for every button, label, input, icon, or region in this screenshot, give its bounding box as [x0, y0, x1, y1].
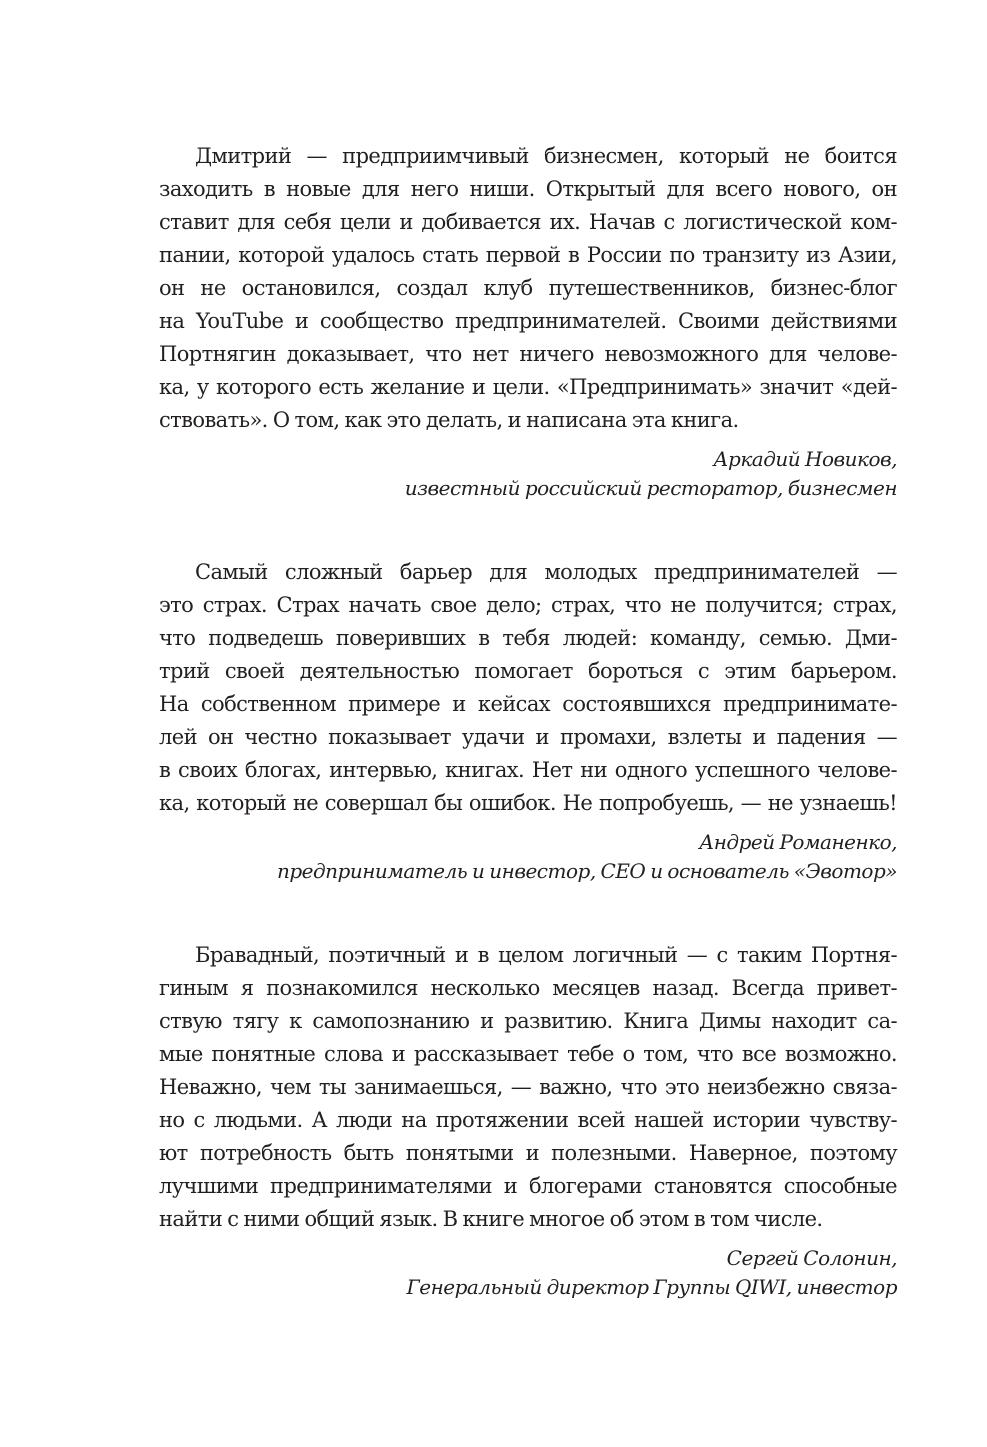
- text-line: что подведешь поверивших в тебя людей: команду, семью. Дми-: [159, 626, 897, 650]
- text-line: но с людьми. А люди на протяжении всей нашей истории чувству-: [159, 1108, 897, 1132]
- review-author-role: Генеральный директор Группы QIWI, инвестор: [406, 1275, 897, 1299]
- text-line: На собственном примере и кейсах состоявшихся предпринимате-: [159, 692, 897, 716]
- review-text: [159, 556, 897, 820]
- text-line: ка, у которого есть желание и цели. «Предпринимать» значит «дей-: [159, 375, 897, 399]
- text-line: в своих блогах, интервью, книгах. Нет ни одного успешного челове-: [159, 758, 897, 782]
- text-line: на YouTube и сообщество предпринимателей. Своими действиями: [159, 309, 897, 333]
- review-attribution: [159, 828, 897, 886]
- text-line: найти с ними общий язык. В книге многое об этом в том числе.: [159, 1207, 823, 1231]
- review-author-role: предприниматель и инвестор, CEO и основатель «Эвотор»: [276, 859, 897, 883]
- text-line: мые понятные слова и рассказывает тебе о том, что все возможно.: [159, 1042, 897, 1066]
- text-line: Портнягин доказывает, что нет ничего невозможного для челове-: [159, 342, 897, 366]
- text-line: заходить в новые для него ниши. Открытый для всего нового, он: [159, 177, 897, 201]
- text-line: Самый сложный барьер для молодых предпринимателей —: [195, 560, 897, 584]
- review-author-role: известный российский ресторатор, бизнесмен: [404, 476, 897, 500]
- text-line: ствовать». О том, как это делать, и написана эта книга.: [159, 408, 739, 432]
- text-line: Дмитрий — предприимчивый бизнесмен, который не боится: [195, 144, 897, 168]
- text-line: он не остановился, создал клуб путешественников, бизнес-блог: [159, 276, 897, 300]
- review-attribution: [159, 445, 897, 503]
- review-page: [159, 140, 897, 1302]
- text-line: ствую тягу к самопознанию и развитию. Книга Димы находит са-: [159, 1009, 897, 1033]
- review-attribution: [159, 1244, 897, 1302]
- review-text: [159, 939, 897, 1236]
- text-line: Неважно, чем ты занимаешься, — важно, что это неизбежно связа-: [159, 1075, 897, 1099]
- text-line: ставит для себя цели и добивается их. Начав с логистической ком-: [159, 210, 897, 234]
- review-novikov: [159, 140, 897, 503]
- text-line: трий своей деятельностью помогает бороться с этим барьером.: [159, 659, 897, 683]
- text-line: ют потребность быть понятыми и полезными. Наверное, поэтому: [159, 1141, 897, 1165]
- text-line: лей он честно показывает удачи и промахи, взлеты и падения —: [159, 725, 897, 749]
- review-author: Сергей Солонин,: [726, 1246, 897, 1270]
- text-line: ка, который не совершал бы ошибок. Не попробуешь, — не узнаешь!: [159, 791, 897, 815]
- review-romanenko: [159, 556, 897, 886]
- review-solonin: [159, 939, 897, 1302]
- text-line: пании, которой удалось стать первой в России по транзиту из Азии,: [159, 243, 897, 267]
- text-line: гиным я познакомился несколько месяцев назад. Всегда привет-: [159, 976, 897, 1000]
- text-line: лучшими предпринимателями и блогерами становятся способные: [159, 1174, 897, 1198]
- text-line: Бравадный, поэтичный и в целом логичный — с таким Портня-: [195, 943, 897, 967]
- review-author: Аркадий Новиков,: [713, 447, 897, 471]
- review-text: [159, 140, 897, 437]
- text-line: это страх. Страх начать свое дело; страх, что не получится; страх,: [159, 593, 897, 617]
- review-author: Андрей Романенко,: [699, 830, 897, 854]
